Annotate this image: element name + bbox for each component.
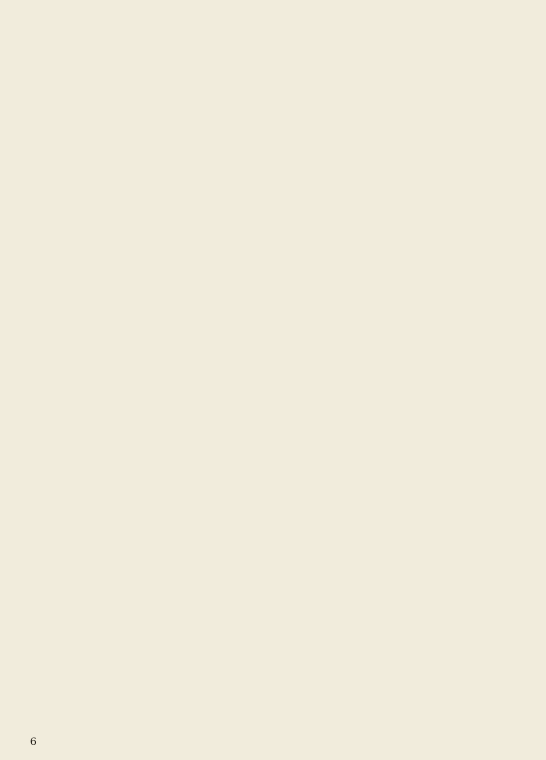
page-number: 6 — [30, 736, 37, 748]
